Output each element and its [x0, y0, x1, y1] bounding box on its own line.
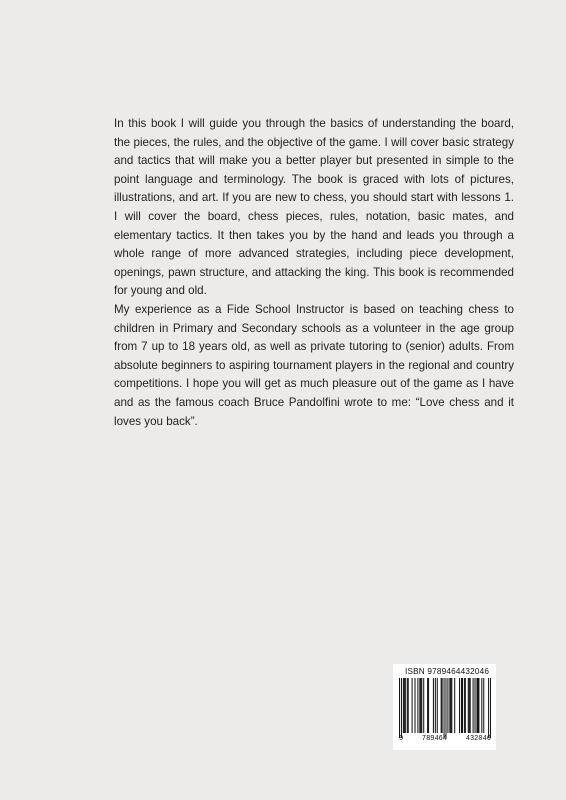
- barcode-bar: [408, 678, 409, 733]
- barcode-bar: [412, 678, 413, 733]
- barcode-digit-group-1: 9: [399, 735, 404, 743]
- description-paragraph-1: In this book I will guide you through the basics of understanding the board, the pieces, the rules, and the objective of the game. I will cover basic strategy and tactics that will make you a better player but presented in simple to the point language and terminology. The book is graced with lots of pictures, illustrations, and art. If you are new to chess, you should start with lessons 1. I will cover the board, chess pieces, rules, notation, basic mates, and elementary tactics. It then takes you by the hand and leads you through a whole range of more advanced strategies, including piece development, openings, pawn structure, and attacking the king. This book is recommended for young and old.: [114, 117, 514, 298]
- barcode-bar: [449, 678, 450, 733]
- barcode-bar: [451, 678, 452, 733]
- barcode-bars: [399, 678, 491, 738]
- barcode-bar: [417, 678, 418, 733]
- barcode-bar: [488, 678, 489, 738]
- barcode-bar: [464, 678, 465, 733]
- barcode-bar: [470, 678, 471, 733]
- barcode-bar: [441, 678, 442, 733]
- barcode-bar: [475, 678, 476, 733]
- barcode-bar: [442, 678, 443, 733]
- barcode-bar: [461, 678, 462, 733]
- barcode-bar: [421, 678, 422, 733]
- barcode-bar: [423, 678, 424, 733]
- barcode-bar: [473, 678, 474, 733]
- barcode-bar: [445, 678, 446, 738]
- barcode-bar: [437, 678, 438, 733]
- barcode-bar: [490, 678, 491, 738]
- barcode-bar: [454, 678, 455, 733]
- barcode-bar: [399, 678, 400, 738]
- book-description: [114, 115, 514, 431]
- barcode-bar: [419, 678, 420, 733]
- barcode-bar: [465, 678, 466, 733]
- barcode-bar: [428, 678, 429, 733]
- barcode-bar: [433, 678, 434, 733]
- barcode-bar: [469, 678, 470, 733]
- description-paragraph-2: My experience as a Fide School Instructor is based on teaching chess to children in Primary and Secondary schools as a volunteer in the age group from 7 up to 18 years old, as well as private tutoring to (senior) adults. From absolute beginners to aspiring tournament players in the regional and country competitions. I hope you will get as much pleasure out of the game as I have and as the famous coach Bruce Pandolfini wrote to me: “Love chess and it loves you back”.: [114, 302, 514, 428]
- barcode-digit-group-2: 789464: [421, 735, 448, 743]
- barcode-bar: [414, 678, 415, 733]
- barcode-bar: [407, 678, 408, 733]
- barcode-bar: [420, 678, 421, 733]
- barcode-bar: [483, 678, 484, 733]
- barcode-bar: [404, 678, 405, 733]
- barcode-bar: [401, 678, 402, 738]
- barcode-bar: [459, 678, 460, 733]
- barcode-bar: [476, 678, 477, 733]
- isbn-barcode: [393, 664, 496, 750]
- isbn-label: ISBN 9789464432046: [405, 667, 490, 676]
- barcode-bar: [478, 678, 479, 733]
- barcode-bar: [444, 678, 445, 738]
- barcode-bar: [462, 678, 463, 733]
- barcode-bar: [435, 678, 436, 733]
- barcode-bar: [477, 678, 478, 733]
- barcode-bar: [427, 678, 428, 733]
- barcode-bar: [481, 678, 482, 733]
- barcode-digits: [399, 735, 491, 743]
- barcode-bar: [403, 678, 404, 733]
- barcode-digit-group-3: 432046: [465, 735, 491, 743]
- barcode-bar: [450, 678, 451, 733]
- barcode-bar: [405, 678, 406, 733]
- barcode-bar: [468, 678, 469, 733]
- barcode-bar: [447, 678, 448, 733]
